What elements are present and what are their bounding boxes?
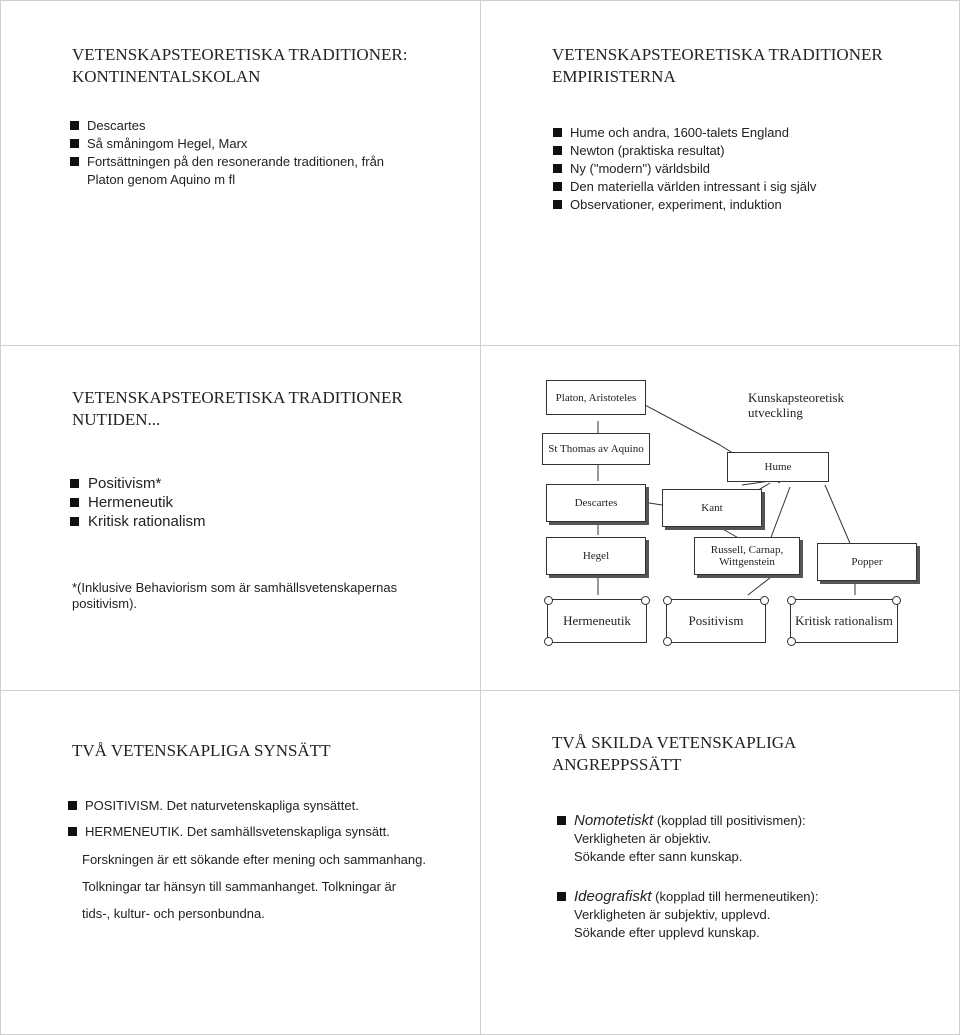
slide1-title-line2: KONTINENTALSKOLAN [72,67,261,86]
scroll-curl [544,596,553,605]
slide1-title [72,44,407,88]
list-item: Observationer, experiment, induktion [553,196,933,214]
diagram-node-descartes: Descartes [546,484,646,522]
list-item [557,812,937,866]
diagram-scroll-kritisk [790,599,898,643]
scroll-curl [760,596,769,605]
slide3-footnote: *(Inklusive Behaviorism som är samhällsvetenskapernas positivism). [72,580,398,611]
slide5-title-line1: TVÅ SKILDA VETENSKAPLIGA [552,733,797,752]
slide2-title [552,44,883,88]
slide2-title-line1: VETENSKAPSTEORETISKA TRADITIONER [552,45,883,64]
item2-line3: Sökande efter upplevd kunskap. [574,925,760,940]
item2-rest: (kopplad till hermeneutiken): [651,889,819,904]
list-item: Hume och andra, 1600-talets England [553,124,933,142]
diagram-node-thomas: St Thomas av Aquino [542,433,650,465]
list-item: HERMENEUTIK. Det samhällsvetenskapliga synsätt. [68,823,448,841]
diagram-node-hume: Hume [727,452,829,482]
slide4-line3: Forskningen är ett sökande efter mening och sammanhang. [82,852,426,867]
item1-line2: Verkligheten är objektiv. [574,831,712,846]
item1-line3: Sökande efter sann kunskap. [574,849,743,864]
diagram-label-kunskap: Kunskapsteoretisk utveckling [748,390,845,420]
slide2-title-line2: EMPIRISTERNA [552,67,676,86]
scroll-curl [544,637,553,646]
item1-rest: (kopplad till positivismen): [653,813,806,828]
list-item: Positivism* [70,474,370,493]
slide4-line5: tids-, kultur- och personbundna. [82,906,265,921]
slide4-title-text: TVÅ VETENSKAPLIGA SYNSÄTT [72,741,331,760]
diagram-node-kant: Kant [662,489,762,527]
diagram-node-popper: Popper [817,543,917,581]
scroll-label: Hermeneutik [563,613,631,628]
slide2-bullet-list [553,124,933,214]
list-item: Fortsättningen på den resonerande traditionen, från Platon genom Aquino m fl [70,153,387,189]
diagram-node-platon: Platon, Aristoteles [546,380,646,415]
slide3-title-line2: NUTIDEN... [72,410,161,429]
term-nomotetiskt: Nomotetiskt [574,812,654,829]
slide4-title [72,740,330,762]
list-item: Kritisk rationalism [70,512,370,531]
list-item: Hermeneutik [70,493,370,512]
scroll-curl [787,596,796,605]
scroll-curl [641,596,650,605]
list-item: Descartes [70,117,410,135]
scroll-curl [663,596,672,605]
connector-line [770,487,790,540]
list-item: Så småningom Hegel, Marx [70,135,410,153]
diagram-node-hegel: Hegel [546,537,646,575]
scroll-label: Positivism [688,613,744,628]
scroll-curl [787,637,796,646]
scroll-curl [663,637,672,646]
term-ideografiskt: Ideografiskt [574,888,652,905]
slide1-bullet-list [70,117,410,189]
list-item: POSITIVISM. Det naturvetenskapliga synsättet. [68,797,448,815]
list-item [557,888,937,942]
scroll-curl [892,596,901,605]
slide1-title-line1: VETENSKAPSTEORETISKA TRADITIONER: [72,45,408,64]
slide5-title-line2: ANGREPPSSÄTT [552,755,682,774]
slide5-bullet-list [557,812,937,942]
diagram-scroll-hermeneutik [547,599,647,643]
slide5-title [552,732,796,776]
list-item: Den materiella världen intressant i sig själv [553,178,933,196]
slide3-title-line1: VETENSKAPSTEORETISKA TRADITIONER [72,388,403,407]
slide4-line4: Tolkningar tar hänsyn till sammanhanget. Tolkningar är [82,879,397,894]
slide4-bullet-list [68,797,448,841]
slide3-bullet-list [70,474,370,531]
list-item: Newton (praktiska resultat) [553,142,933,160]
scroll-label: Kritisk rationalism [795,613,893,628]
list-item: Ny ("modern") världsbild [553,160,933,178]
diagram-scroll-positivism [666,599,766,643]
diagram-node-russell: Russell, Carnap, Wittgenstein [694,537,800,575]
slide3-title [72,387,403,431]
item2-line2: Verkligheten är subjektiv, upplevd. [574,907,771,922]
